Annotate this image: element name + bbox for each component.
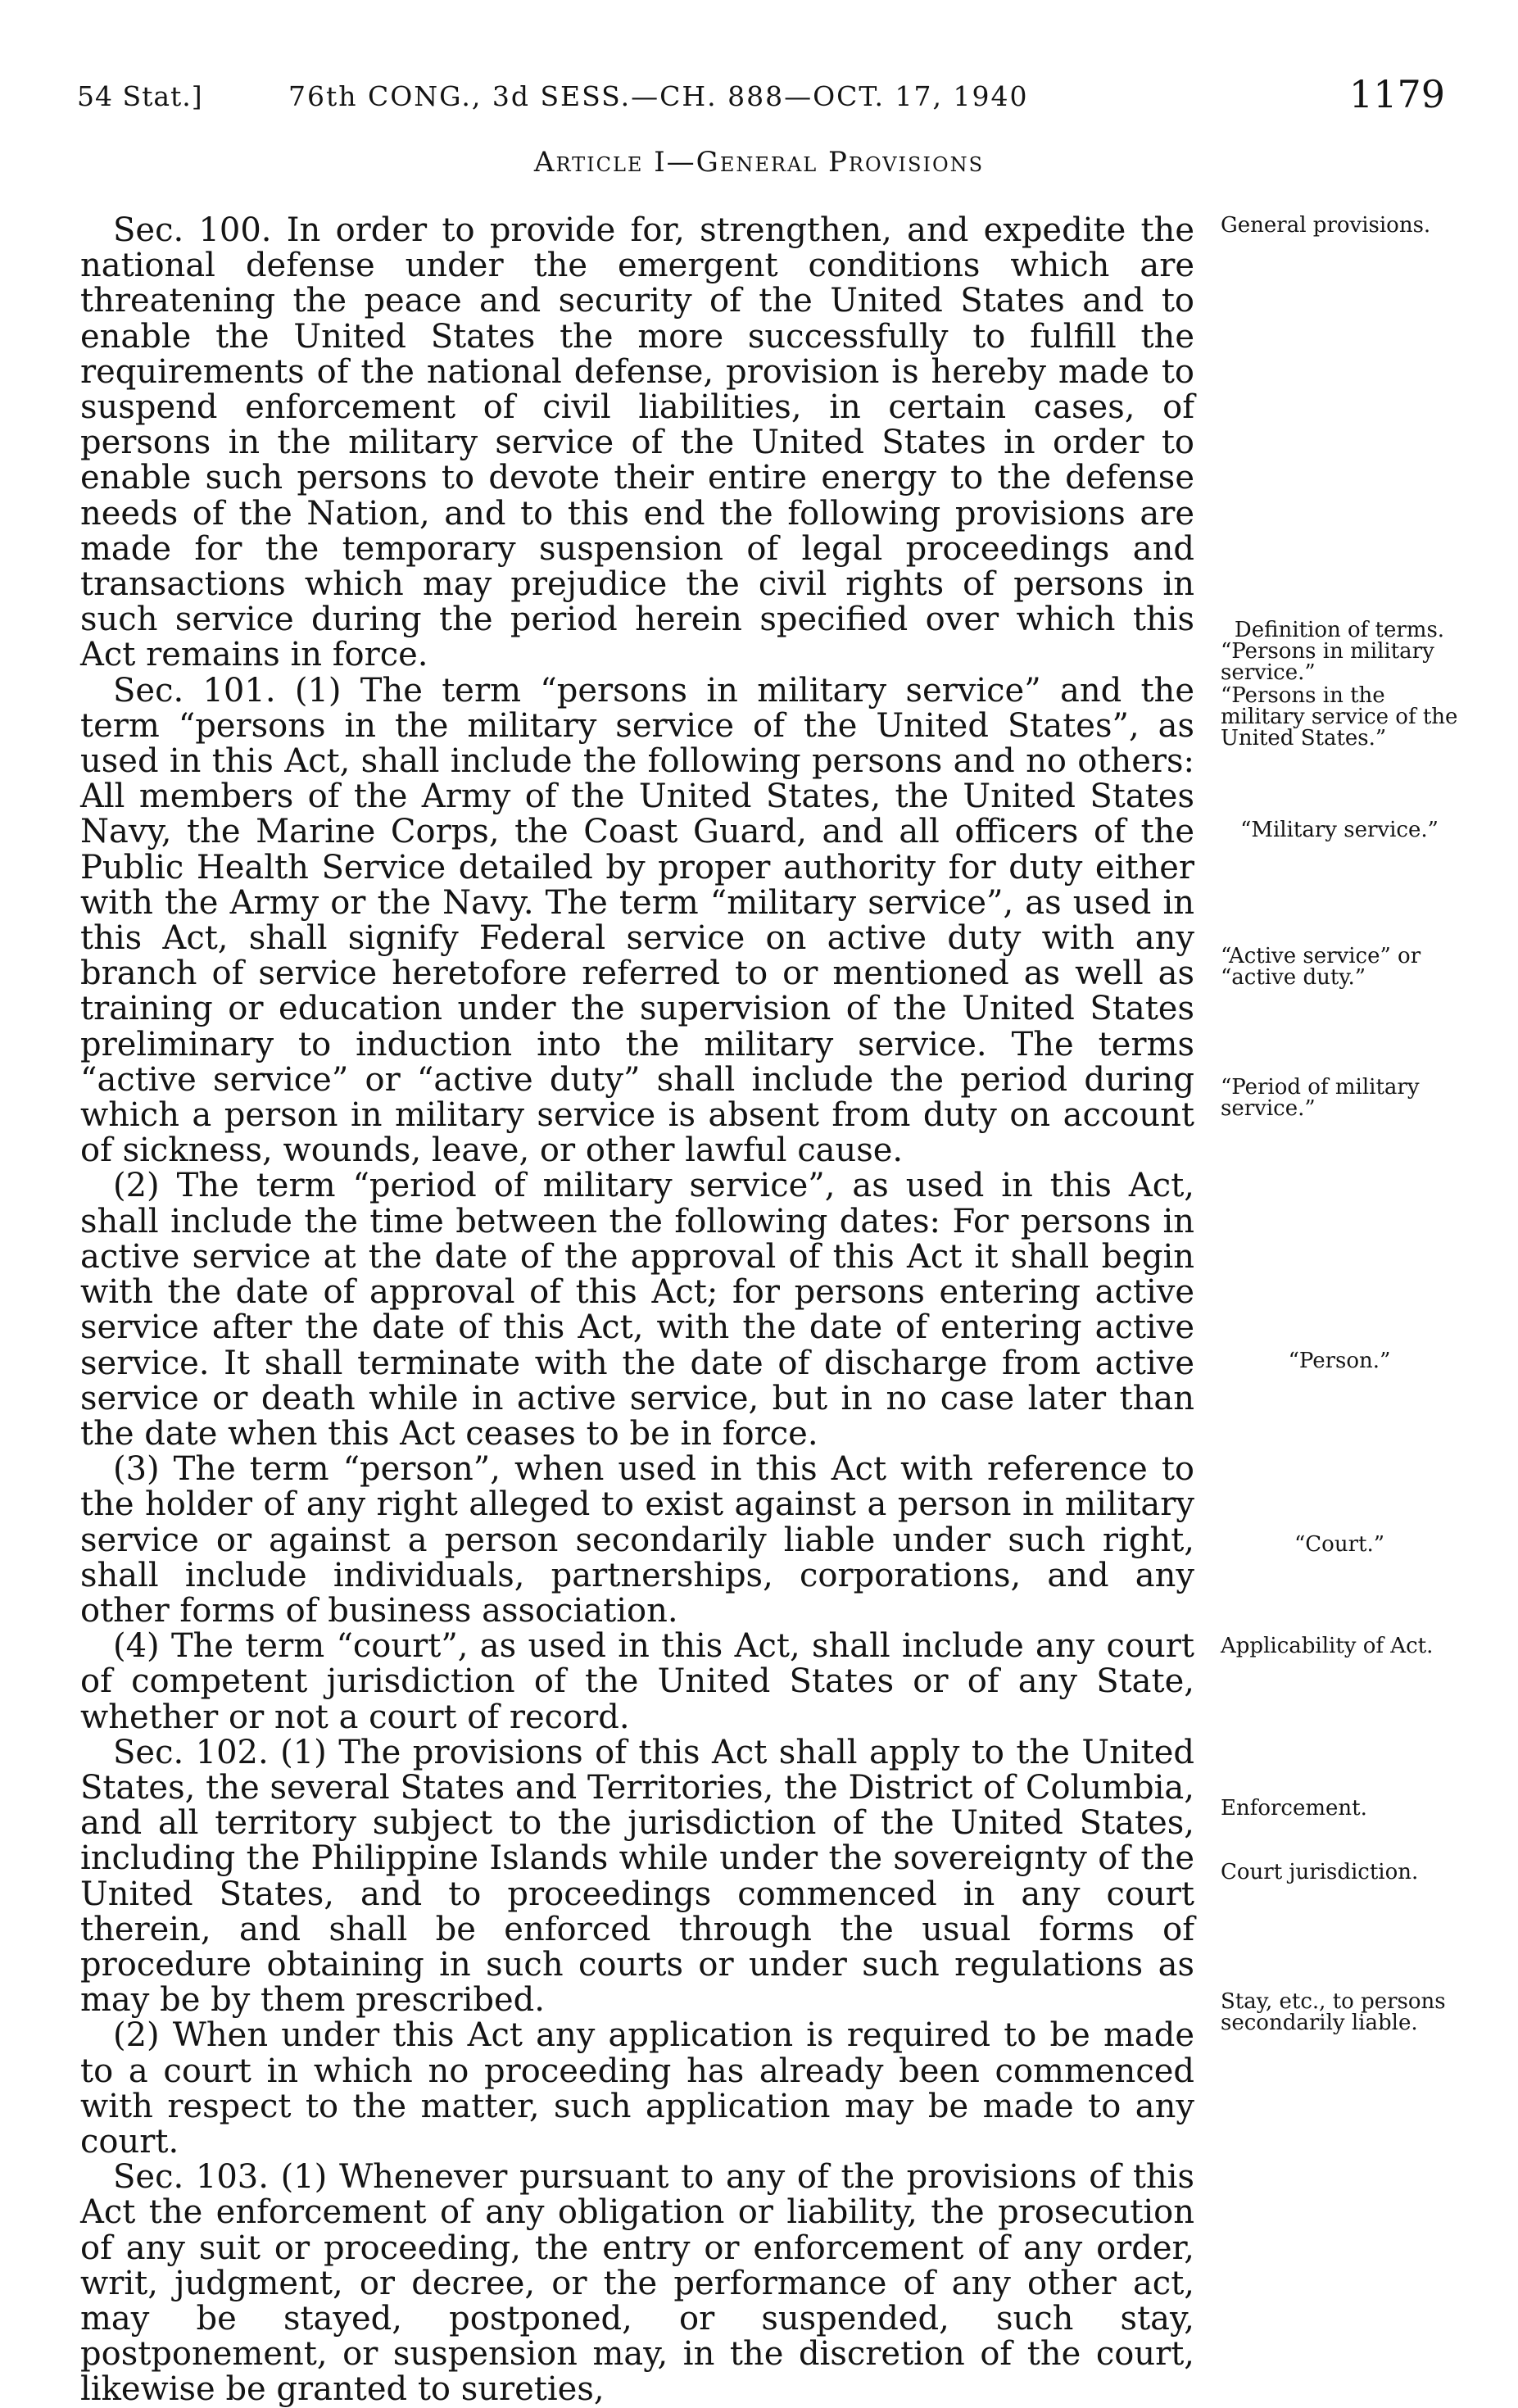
- section-103-1-paragraph: Sec. 103. (1) Whenever pursuant to any of the provisions of this Act the enforcement of any obligation or liability, the prosecution of any suit or proceeding, the entry or enforcement of any order, writ, judgment, or decree, or the performance of any other act, may be stayed, postponed, or suspended, such stay, postponement, or suspension may, in the discretion of the court, likewise be granted to sureties,: [80, 2158, 1194, 2408]
- margin-note-military-service: “Military service.”: [1240, 818, 1439, 842]
- margin-note-definition-of-terms: Definition of terms.: [1234, 618, 1445, 642]
- margin-note-persons-in-military-service: “Persons in military service.”: [1221, 639, 1434, 685]
- article-title: Article I—General Provisions: [533, 146, 985, 179]
- margin-note-stay: Stay, etc., to persons secondarily liable.: [1221, 1989, 1446, 2035]
- section-101-3-paragraph: (3) The term “person”, when used in this Act with reference to the holder of any right alleged to exist against a person in military service or against a person secondarily liable under such right, shall include individuals, partnerships, corporations, and any other forms of business association.: [80, 1450, 1194, 1630]
- session-chapter-date: 76th CONG., 3d SESS.—CH. 888—OCT. 17, 1940: [288, 80, 1029, 112]
- margin-note-person: “Person.”: [1288, 1349, 1391, 1373]
- margin-note-applicability: Applicability of Act.: [1221, 1634, 1434, 1658]
- margin-notes: [1221, 0, 1466, 2261]
- margin-note-active-service: “Active service” or “active duty.”: [1221, 944, 1421, 990]
- section-102-2-paragraph: (2) When under this Act any application is required to be made to a court in which no proceeding has already been commenced with respect to the matter, such application may be made to any court.: [80, 2016, 1194, 2161]
- margin-note-court: “Court.”: [1294, 1532, 1385, 1557]
- margin-note-enforcement: Enforcement.: [1221, 1796, 1367, 1821]
- section-101-1-paragraph: Sec. 101. (1) The term “persons in military service” and the term “persons in the military service of the United States”, as used in this Act, shall include the following persons and no others: All members of the Army of the United States, the United States Navy, the Marine Corps, the Coast Guard, and all officers of the Public Health Service detailed by proper authority for duty either with the Army or the Navy. The term “military service”, as used in this Act, shall signify Federal service on active duty with any branch of service heretofore referred to or mentioned as well as training or education under the supervision of the United States preliminary to induction into the military service. The terms “active service” or “active duty” shall include the period during which a person in military service is absent from duty on account of sickness, wounds, leave, or other lawful cause.: [80, 671, 1194, 1170]
- statute-volume-ref: 54 Stat.]: [77, 80, 203, 112]
- section-101-2-paragraph: (2) The term “period of military service”, as used in this Act, shall include the time between the following dates: For persons in active service at the date of the approval of this Act it shall begin with the date of approval of this Act; for persons entering active service after the date of this Act, with the date of entering active service. It shall terminate with the date of discharge from active service or death while in active service, but in no case later than the date when this Act ceases to be in force.: [80, 1167, 1194, 1453]
- margin-note-period-of-military-service: “Period of military service.”: [1221, 1075, 1420, 1121]
- margin-note-persons-in-military-service-us: “Persons in the military service of the United States.”: [1221, 683, 1458, 751]
- margin-note-court-jurisdiction: Court jurisdiction.: [1221, 1860, 1419, 1884]
- section-100-paragraph: Sec. 100. In order to provide for, strengthen, and expedite the national defense under the emergent conditions which are threatening the peace and security of the United States and to enable the United States the more successfully to fulfill the requirements of the national defense, provision is hereby made to suspend enforcement of civil liabilities, in certain cases, of persons in the military service of the United States in order to enable such persons to devote their entire energy to the defense needs of the Nation, and to this end the following provisions are made for the temporary suspension of legal proceedings and transactions which may prejudice the civil rights of persons in such service during the period herein specified over which this Act remains in force.: [80, 211, 1194, 674]
- page-number: 1179: [1348, 72, 1445, 116]
- section-101-4-paragraph: (4) The term “court”, as used in this Act, shall include any court of competent jurisdiction of the United States or of any State, whether or not a court of record.: [80, 1627, 1194, 1736]
- margin-note-general-provisions: General provisions.: [1221, 213, 1431, 238]
- section-102-1-paragraph: Sec. 102. (1) The provisions of this Act shall apply to the United States, the several States and Territories, the District of Columbia, and all territory subject to the jurisdiction of the United States, including the Philippine Islands while under the sovereignty of the United States, and to proceedings commenced in any court therein, and shall be enforced through the usual forms of procedure obtaining in such courts or under such regulations as may be by them prescribed.: [80, 1733, 1194, 2020]
- statute-body: [80, 213, 1194, 2408]
